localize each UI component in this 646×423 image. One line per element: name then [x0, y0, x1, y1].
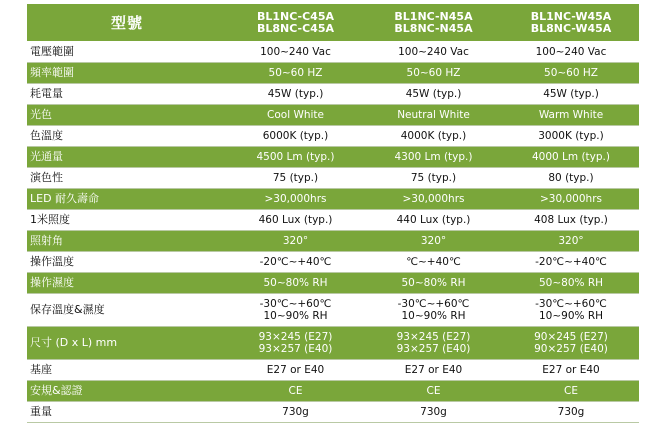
spec-value-line: >30,000hrs [264, 193, 327, 205]
spec-value-line: 320° [558, 235, 584, 247]
spec-value-line: -20℃~+40℃ [259, 256, 332, 268]
spec-value [227, 147, 364, 168]
spec-row [27, 63, 639, 84]
spec-value-line: 100~240 Vac [398, 46, 469, 58]
spec-value [227, 381, 364, 402]
model-name: BL1NC-N45A [394, 9, 473, 23]
spec-label: 演色性 [27, 168, 227, 189]
spec-label: LED 耐久壽命 [27, 189, 227, 210]
spec-value-line: Cool White [267, 109, 324, 121]
spec-value-line: -30℃~+60℃ [259, 298, 332, 310]
spec-value-line: 4000K (typ.) [400, 130, 467, 142]
spec-label: 電壓範圍 [27, 42, 227, 63]
spec-value [503, 189, 639, 210]
spec-value-line: 6000K (typ.) [262, 130, 329, 142]
spec-value-line: 45W (typ.) [267, 88, 324, 100]
spec-label: 耗電量 [27, 84, 227, 105]
spec-value [364, 360, 503, 381]
spec-value [364, 294, 503, 327]
spec-row [27, 126, 639, 147]
spec-value [227, 105, 364, 126]
spec-value-line: 4500 Lm (typ.) [256, 151, 335, 163]
spec-value-line: 408 Lux (typ.) [534, 214, 608, 226]
spec-value [503, 168, 639, 189]
spec-row [27, 231, 639, 252]
spec-value [503, 84, 639, 105]
model-name: BL1NC-W45A [530, 9, 612, 23]
spec-value-line: 80 (typ.) [548, 172, 594, 184]
model-name: BL8NC-C45A [256, 21, 335, 35]
spec-value [364, 84, 503, 105]
spec-value [227, 126, 364, 147]
spec-value-line: -30℃~+60℃ [535, 298, 607, 310]
spec-value [364, 189, 503, 210]
spec-value-line: 75 (typ.) [410, 172, 457, 184]
spec-value [364, 42, 503, 63]
spec-value [227, 189, 364, 210]
model-header-1 [227, 4, 364, 42]
spec-value [503, 231, 639, 252]
spec-value-line: 50~60 HZ [544, 67, 598, 79]
spec-label: 色溫度 [27, 126, 227, 147]
spec-value [503, 327, 639, 360]
spec-value-line: CE [288, 385, 303, 397]
spec-label: 操作溫度 [27, 252, 227, 273]
spec-row [27, 252, 639, 273]
spec-label: 光通量 [27, 147, 227, 168]
spec-value [227, 168, 364, 189]
spec-row [27, 294, 639, 327]
spec-value-line: 75 (typ.) [272, 172, 319, 184]
spec-value [503, 273, 639, 294]
spec-value [364, 63, 503, 84]
spec-row [27, 273, 639, 294]
spec-label: 頻率範圍 [27, 63, 227, 84]
spec-value [227, 273, 364, 294]
spec-row [27, 84, 639, 105]
spec-value [503, 294, 639, 327]
spec-value-line: 10~90% RH [401, 310, 466, 322]
spec-value-line: 50~80% RH [401, 277, 466, 289]
spec-value-line: 50~60 HZ [406, 67, 461, 79]
spec-value-line: 460 Lux (typ.) [258, 214, 333, 226]
spec-value [364, 273, 503, 294]
spec-body [27, 42, 639, 423]
spec-label: 1米照度 [27, 210, 227, 231]
spec-label: 基座 [27, 360, 227, 381]
spec-value-line: E27 or E40 [542, 364, 600, 376]
spec-value [503, 210, 639, 231]
header-row [27, 4, 639, 42]
spec-value [227, 252, 364, 273]
spec-value-line: 90×257 (E40) [534, 343, 608, 355]
spec-value [503, 105, 639, 126]
spec-value [227, 210, 364, 231]
spec-value-line: 45W (typ.) [405, 88, 462, 100]
spec-value-line: 3000K (typ.) [538, 130, 604, 142]
spec-value-line: CE [564, 385, 578, 397]
spec-value-line: 730g [420, 406, 447, 418]
spec-label: 重量 [27, 402, 227, 423]
spec-value [227, 360, 364, 381]
spec-value-line: Warm White [538, 109, 604, 121]
spec-value [364, 126, 503, 147]
spec-value-line: 440 Lux (typ.) [396, 214, 471, 226]
spec-value-line: 93×257 (E40) [396, 343, 471, 355]
spec-value-line: Neutral White [397, 109, 470, 121]
spec-value-line: 4000 Lm (typ.) [531, 151, 610, 163]
spec-value [503, 42, 639, 63]
spec-value-line: E27 or E40 [404, 364, 463, 376]
spec-value-line: 50~80% RH [538, 277, 604, 289]
spec-value [364, 231, 503, 252]
spec-value [503, 252, 639, 273]
model-header-2 [364, 4, 503, 42]
model-name: BL8NC-W45A [530, 21, 612, 35]
spec-row [27, 210, 639, 231]
spec-value [503, 126, 639, 147]
spec-value-line: 93×257 (E40) [258, 343, 333, 355]
spec-value-line: 45W (typ.) [543, 88, 599, 100]
spec-row [27, 168, 639, 189]
spec-value [227, 231, 364, 252]
model-name: BL1NC-C45A [256, 9, 335, 23]
spec-value-line: CE [426, 385, 441, 397]
spec-value [364, 147, 503, 168]
spec-value [364, 210, 503, 231]
spec-value-line: ℃~+40℃ [406, 256, 461, 268]
spec-value-line: 90×245 (E27) [534, 331, 608, 343]
spec-label: 保存溫度&濕度 [27, 294, 227, 327]
model-header-label: 型號 [27, 4, 227, 42]
spec-value-line: 10~90% RH [538, 310, 604, 322]
spec-label: 安規&認證 [27, 381, 227, 402]
spec-value [503, 147, 639, 168]
spec-value-line: 93×245 (E27) [258, 331, 333, 343]
spec-value [364, 252, 503, 273]
spec-value [503, 360, 639, 381]
spec-value-line: 320° [282, 235, 309, 247]
spec-label: 光色 [27, 105, 227, 126]
spec-row [27, 147, 639, 168]
spec-value [364, 168, 503, 189]
spec-row [27, 327, 639, 360]
spec-label: 尺寸 (D x L) mm [27, 327, 227, 360]
spec-row [27, 42, 639, 63]
spec-value-line: >30,000hrs [402, 193, 465, 205]
spec-value [227, 294, 364, 327]
spec-value [503, 381, 639, 402]
spec-value-line: 320° [420, 235, 447, 247]
spec-value-line: 10~90% RH [263, 310, 328, 322]
spec-label: 照射角 [27, 231, 227, 252]
spec-value-line: 50~60 HZ [268, 67, 323, 79]
spec-value-line: 100~240 Vac [535, 46, 607, 58]
spec-row [27, 381, 639, 402]
spec-value-line: E27 or E40 [266, 364, 325, 376]
spec-value [364, 381, 503, 402]
spec-value [364, 105, 503, 126]
spec-value [227, 63, 364, 84]
spec-value-line: >30,000hrs [540, 193, 602, 205]
spec-value-line: 93×245 (E27) [396, 331, 471, 343]
spec-table [27, 4, 639, 423]
spec-label: 操作濕度 [27, 273, 227, 294]
spec-value-line: 50~80% RH [263, 277, 328, 289]
spec-row [27, 105, 639, 126]
spec-value [364, 327, 503, 360]
spec-value-line: 730g [557, 406, 585, 418]
model-name: BL8NC-N45A [394, 21, 473, 35]
spec-row [27, 360, 639, 381]
spec-value-line: -20℃~+40℃ [535, 256, 607, 268]
spec-value-line: 100~240 Vac [260, 46, 331, 58]
spec-value-line: 4300 Lm (typ.) [394, 151, 473, 163]
spec-value [503, 63, 639, 84]
model-header-3 [503, 4, 639, 42]
spec-value-line: -30℃~+60℃ [397, 298, 470, 310]
spec-value [227, 42, 364, 63]
spec-value-line: 730g [282, 406, 309, 418]
spec-row [27, 189, 639, 210]
spec-value [227, 327, 364, 360]
spec-value [227, 84, 364, 105]
